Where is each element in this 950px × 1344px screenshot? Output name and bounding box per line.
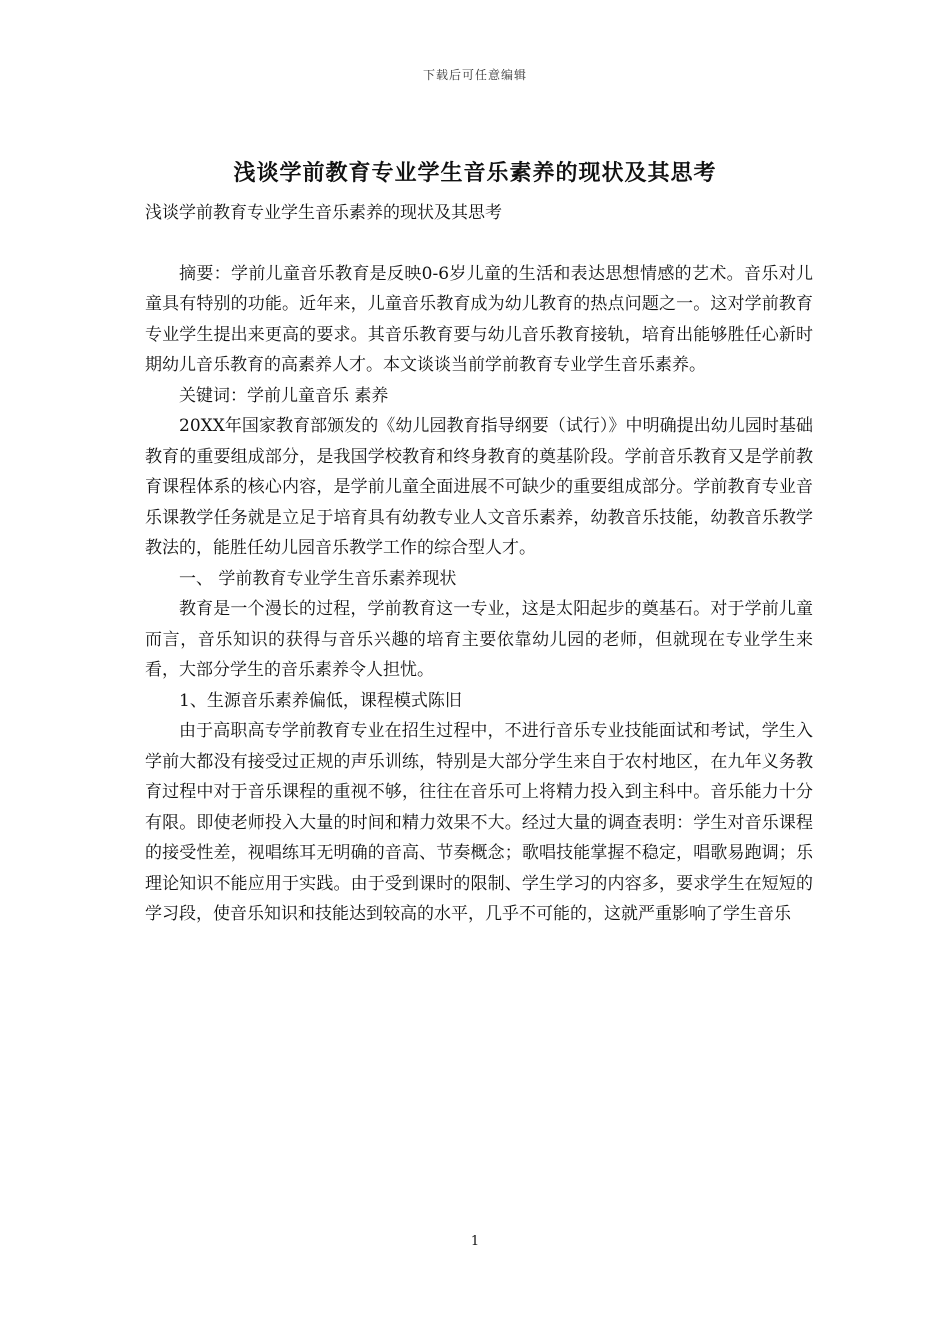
document-title: 浅谈学前教育专业学生音乐素养的现状及其思考 [233,160,717,186]
body-paragraph: 由于高职高专学前教育专业在招生过程中，不进行音乐专业技能面试和考试，学生入学前大都没有接受过正规的声乐训练，特别是大部分学生来自于农村地区，在九年义务教育过程中对于音乐课程的重视不够，往往在音乐可上将精力投入到主科中。音乐能力十分有限。即使老师投入大量的时间和精力效果不大。经过大量的调查表明：学生对音乐课程的接受性差，视唱练耳无明确的音高、节奏概念；歌唱技能掌握不稳定，唱歌易跑调；乐理论知识不能应用于实践。由于受到课时的限制、学生学习的内容多，要求学生在短短的学习段，使音乐知识和技能达到较高的水平，几乎不可能的，这就严重影响了学生音乐 [145,721,813,924]
abstract-paragraph: 摘要：学前儿童音乐教育是反映0-6岁儿童的生活和表达思想情感的艺术。音乐对儿童具有特别的功能。近年来，儿童音乐教育成为幼儿教育的热点问题之一。这对学前教育专业学生提出来更高的要求。其音乐教育要与幼儿音乐教育接轨，培育出能够胜任心新时期幼儿音乐教育的高素养人才。本文谈谈当前学前教育专业学生音乐素养。 [145,263,813,375]
subsection-heading: 1、生源音乐素养偏低，课程模式陈旧 [179,690,462,711]
keywords-paragraph: 关键词：学前儿童音乐 素养 [179,385,389,406]
body-paragraph: 教育是一个漫长的过程，学前教育这一专业，这是太阳起步的奠基石。对于学前儿童而言，音乐知识的获得与音乐兴趣的培育主要依靠幼儿园的老师，但就现在专业学生来看，大部分学生的音乐素养令人担忧。 [145,599,813,680]
body-paragraph: 20XX年国家教育部颁发的《幼儿园教育指导纲要（试行）》中明确提出幼儿园时基础教育的重要组成部分，是我国学校教育和终身教育的奠基阶段。学前音乐教育又是学前教育课程体系的核心内容，是学前儿童全面进展不可缺少的重要组成部分。学前教育专业音乐课教学任务就是立足于培育具有幼教专业人文音乐素养，幼教音乐技能，幼教音乐教学教法的，能胜任幼儿园音乐教学工作的综合型人才。 [145,416,813,558]
document-subtitle: 浅谈学前教育专业学生音乐素养的现状及其思考 [145,203,502,223]
section-heading: 一、 学前教育专业学生音乐素养现状 [179,568,457,589]
page-number: 1 [470,1234,480,1249]
document-body [145,198,813,930]
page-header-note: 下载后可任意编辑 [422,68,527,82]
